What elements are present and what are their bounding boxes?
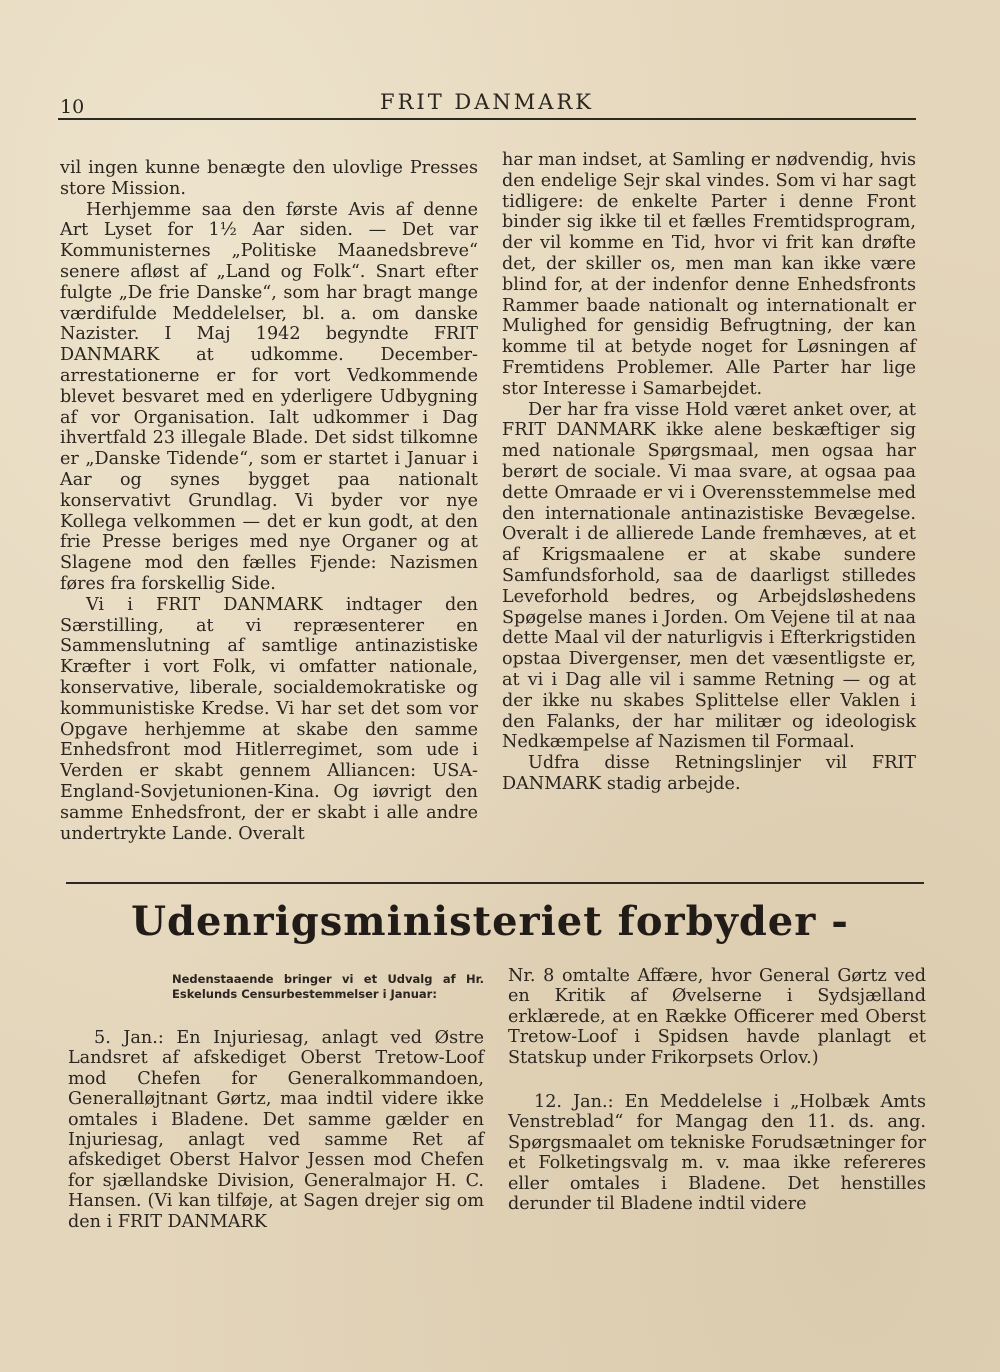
article2-paragraph: 12. Jan.: En Meddelelse i „Holbæk Amts Venstreblad“ for Mangag den 11. ds. ang. Spørgsmaalet om tekniske Forudsætninger for et Folketingsvalg m. v. maa ikke refereres eller omtales i Bladene. Det henstilles derunder til Bladene indtil videre [508, 1092, 926, 1215]
article1-left-column [60, 158, 478, 844]
article1-paragraph: har man indset, at Samling er nødvendig, hvis den endelige Sejr skal vindes. Som vi har sagt tidligere: de enkelte Parter i denne Front binder sig ikke til et fælles Fremtidsprogram, der vil komme en Tid, hvor vi frit kan drøfte det, der skiller os, men man kan ikke være blind for, at der indenfor denne Enhedsfronts Rammer baade nationalt og internationalt er Mulighed for gensidig Befrugtning, der kan komme til at betyde noget for Løsningen af Fremtidens Problemer. Alle Parter har lige stor Interesse i Samarbejdet. [502, 150, 916, 399]
article2-right-column [508, 966, 926, 1214]
article1-paragraph: Herhjemme saa den første Avis af denne Art Lyset for 1½ Aar siden. — Det var Kommunisternes „Politiske Maanedsbreve“ senere afløst af „Land og Folk“. Snart efter fulgte „De frie Danske“, som har bragt mange værdifulde Meddelelser, bl. a. om danske Nazister. I Maj 1942 begyndte FRIT DANMARK at udkomme. December-arrestationerne er for vort Vedkommende blevet besvaret med en yderligere Udbygning af vor Organisation. Ialt udkommer i Dag ihvertfald 23 illegale Blade. Det sidst tilkomne er „Danske Tidende“, som er startet i Januar i Aar og synes bygget paa nationalt konservativt Grundlag. Vi byder vor nye Kollega velkommen — det er kun godt, at den frie Presse beriges med nye Organer og at Slagene mod den fælles Fjende: Nazismen føres fra forskellig Side. [60, 199, 478, 594]
article2-intro: Nedenstaaende bringer vi et Udvalg af Hr. Eskelunds Censurbestemmelser i Januar: [172, 972, 484, 1001]
article2-left-column [68, 1028, 484, 1232]
section-divider [66, 882, 924, 884]
running-title: FRIT DANMARK [380, 90, 594, 114]
article1-right-column [502, 150, 916, 795]
page-number: 10 [60, 96, 85, 118]
article1-paragraph: Der har fra visse Hold været anket over, at FRIT DANMARK ikke alene beskæftiger sig med nationale Spørgsmaal, men ogsaa har berørt de sociale. Vi maa svare, at ogsaa paa dette Omraade er vi i Overensstemmelse med den internationale antinazistiske Bevægelse. Overalt i de allierede Lande fremhæves, at et af Krigsmaalene er at skabe sundere Samfundsforhold, saa de daarligst stilledes Leveforhold bedres, og Arbejdsløshedens Spøgelse manes i Jorden. Om Vejene til at naa dette Maal vil der naturligvis i Efterkrigstiden opstaa Divergenser, men det væsentligste er, at vi i Dag alle vil i samme Retning — og at der ikke nu skabes Splittelse eller Vaklen i den Falanks, der har militær og ideologisk Nedkæmpelse af Nazismen til Formaal. [502, 399, 916, 753]
page-header [58, 88, 916, 118]
article2-paragraph: Nr. 8 omtalte Affære, hvor General Gørtz ved en Kritik af Øvelserne i Sydsjælland erklærede, at en Række Officerer med Oberst Tretow-Loof i Spidsen havde planlagt et Statskup under Frikorpsets Orlov.) [508, 966, 926, 1068]
header-rule [58, 118, 916, 120]
article1-paragraph: vil ingen kunne benægte den ulovlige Presses store Mission. [60, 158, 478, 199]
paragraph-gap [508, 1068, 926, 1092]
article2-paragraph: 5. Jan.: En Injuriesag, anlagt ved Østre Landsret af afskediget Oberst Tretow-Loof mod Chefen for Generalkommandoen, Generalløjtnant Gørtz, maa indtil videre ikke omtales i Bladene. Det samme gælder en Injuriesag, anlagt ved samme Ret af afskediget Oberst Halvor Jessen mod Chefen for sjællandske Division, Generalmajor H. C. Hansen. (Vi kan tilføje, at Sagen drejer sig om den i FRIT DANMARK [68, 1028, 484, 1232]
article1-paragraph: Udfra disse Retningslinjer vil FRIT DANMARK stadig arbejde. [502, 753, 916, 794]
article2-headline: Udenrigsministeriet forbyder - [131, 898, 849, 945]
article1-paragraph: Vi i FRIT DANMARK indtager den Særstilling, at vi repræsenterer en Sammenslutning af samtlige antinazistiske Kræfter i vort Folk, vi omfatter nationale, konservative, liberale, socialdemokratiske og kommunistiske Kredse. Vi har set det som vor Opgave herhjemme at skabe den samme Enhedsfront mod Hitlerregimet, som ude i Verden er skabt gennem Alliancen: USA-England-Sovjetunionen-Kina. Og iøvrigt den samme Enhedsfront, der er skabt i alle andre undertrykte Lande. Overalt [60, 594, 478, 844]
